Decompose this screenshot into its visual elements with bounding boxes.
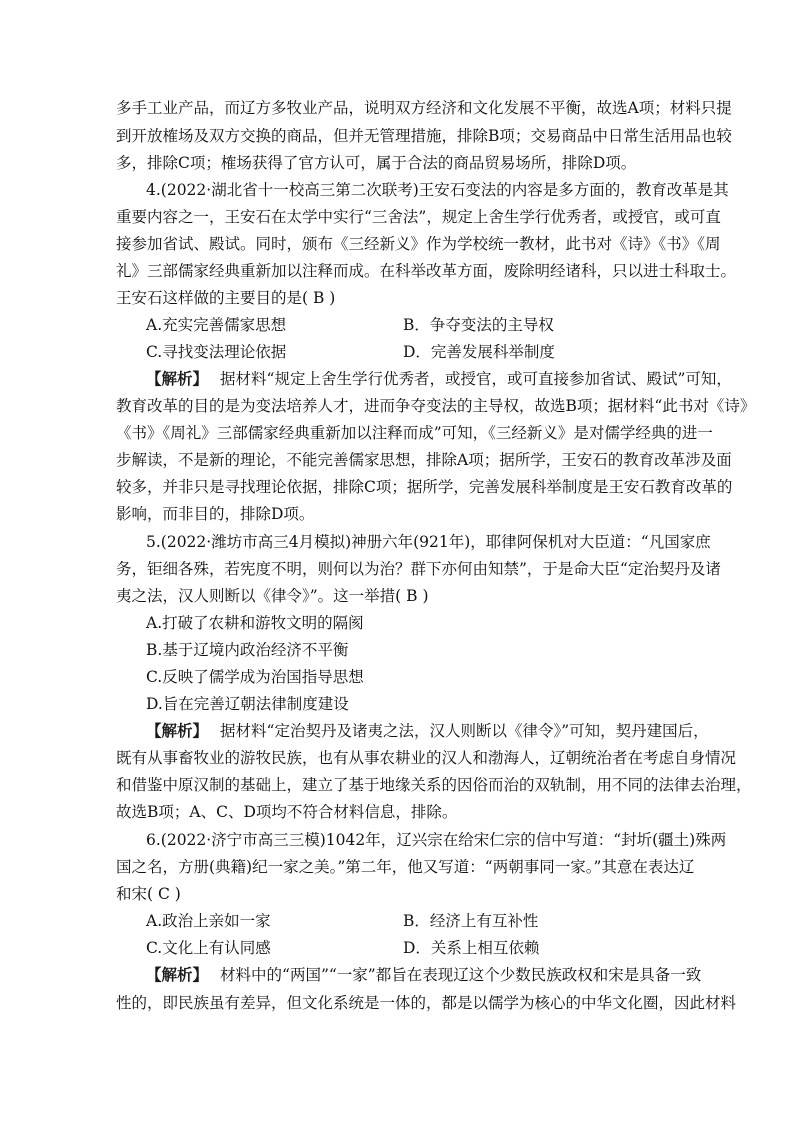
text-line: 多手工业产品，而辽方多牧业产品，说明双方经济和文化发展不平衡，故选A项；材料只提 — [116, 99, 732, 117]
analysis-line: 性的，即民族虽有差异，但文化系统是一体的，都是以儒学为核心的中华文化圈，因此材料 — [116, 994, 737, 1012]
analysis-line: 步解读，不是新的理论，不能完善儒家思想，排除A项；据所学，王安石的教育改革涉及面 — [116, 451, 732, 469]
analysis-line: 《书》《周礼》三部儒家经典重新加以注释而成”可知，《三经新义》是对儒学经典的进一 — [116, 424, 713, 442]
option-c: C.寻找变法理论依据 — [146, 343, 287, 361]
question-stem-line: 重要内容之一，王安石在太学中实行“三舍法”，规定上舍生学行优秀者，或授官，或可直 — [116, 208, 721, 226]
question-stem-line: 6.(2022·济宁市高三三模)1042年，辽兴宗在给宋仁宗的信中写道：“封圻(疆土)殊两 — [146, 831, 727, 849]
question-stem-line: 礼》三部儒家经典重新加以注释而成。在科举改革方面，废除明经诸科，只以进士科取士。 — [116, 262, 737, 280]
analysis-line: 【解析】 据材料“规定上舍生学行优秀者，或授官，或可直接参加省试、殿试”可知， — [146, 369, 732, 388]
question-stem-line: 王安石这样做的主要目的是( B ) — [116, 289, 336, 307]
analysis-line: 故选B项；A、C、D项均不符合材料信息，排除。 — [116, 803, 458, 821]
analysis-label: 【解析】 — [146, 965, 209, 984]
text-line: 到开放榷场及双方交换的商品，但并无管理措施，排除B项；交易商品中日常生活用品也较 — [116, 127, 732, 145]
analysis-line: 【解析】 材料中的“两国”“一家”都旨在表现辽这个少数民族政权和宋是具备一致 — [146, 965, 702, 984]
question-stem-line: 5.(2022·潍坊市高三4月模拟)神册六年(921年)，耶律阿保机对大臣道：“凡国家庶 — [146, 533, 711, 551]
analysis-line: 较多，并非只是寻找理论依据，排除C项；据所学，完善发展科举制度是王安石教育改革的 — [116, 478, 733, 496]
option-d: D．关系上相互依赖 — [403, 939, 540, 957]
option-a: A.充实完善儒家思想 — [146, 316, 287, 334]
option-b: B.基于辽境内政治经济不平衡 — [146, 641, 349, 659]
analysis-line: 和借鉴中原汉制的基础上，建立了基于地缘关系的因俗而治的双轨制，用不同的法律去治理， — [116, 776, 752, 794]
analysis-line: 教育改革的目的是为变法培养人才，进而争夺变法的主导权，故选B项；据材料“此书对《诗》 — [116, 397, 756, 415]
option-b: B．经济上有互补性 — [403, 912, 539, 930]
option-b: B．争夺变法的主导权 — [403, 316, 554, 334]
question-stem-line: 接参加省试、殿试。同时，颁布《三经新义》作为学校统一教材，此书对《诗》《书》《周 — [116, 235, 721, 253]
option-c: C.文化上有认同感 — [146, 939, 271, 957]
analysis-line: 【解析】 据材料“定治契丹及诸夷之法，汉人则断以《律令》”可知，契丹建国后， — [146, 721, 709, 740]
question-stem-line: 务，钜细各殊，若宪度不明，则何以为治？群下亦何由知禁”，于是命大臣“定治契丹及诸 — [116, 560, 721, 578]
question-stem-line: 4.(2022·湖北省十一校高三第二次联考)王安石变法的内容是多方面的，教育改革是其 — [146, 181, 729, 199]
option-d: D．完善发展科举制度 — [403, 343, 555, 361]
question-stem-line: 国之名，方册(典籍)纪一家之美。”第二年，他又写道：“两朝事同一家。”其意在表达辽 — [116, 858, 695, 876]
question-stem-line: 夷之法，汉人则断以《律令》”。这一举措( B ) — [116, 587, 429, 605]
option-d: D.旨在完善辽朝法律制度建设 — [146, 695, 349, 713]
text-line: 多，排除C项；榷场获得了官方认可，属于合法的商品贸易场所，排除D项。 — [116, 154, 637, 172]
option-c: C.反映了儒学成为治国指导思想 — [146, 668, 364, 686]
analysis-label: 【解析】 — [146, 369, 209, 388]
analysis-label: 【解析】 — [146, 721, 209, 740]
option-a: A.政治上亲如一家 — [146, 912, 271, 930]
option-a: A.打破了农耕和游牧文明的隔阂 — [146, 614, 364, 632]
analysis-line: 既有从事畜牧业的游牧民族，也有从事农耕业的汉人和渤海人，辽朝统治者在考虑自身情况 — [116, 749, 737, 767]
analysis-line: 影响，而非目的，排除D项。 — [116, 505, 315, 523]
question-stem-line: 和宋( C ) — [116, 885, 181, 903]
